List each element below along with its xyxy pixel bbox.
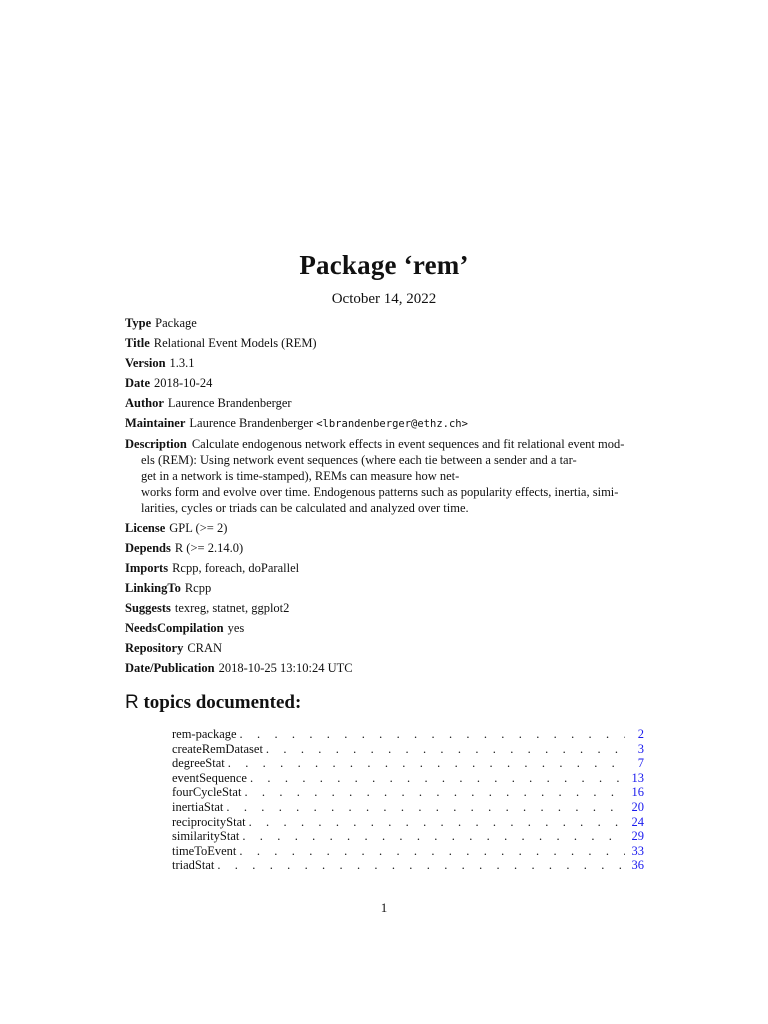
field-value: 1.3.1 <box>169 356 195 370</box>
field-label: Suggests <box>125 601 171 615</box>
toc-page-link[interactable]: 2 <box>637 727 644 741</box>
toc-entry[interactable] <box>172 858 644 873</box>
toc-leader-dots <box>244 785 625 800</box>
field-value: yes <box>227 621 245 635</box>
field-author <box>125 393 645 413</box>
toc-entry[interactable] <box>172 785 644 800</box>
field-license <box>125 518 645 538</box>
field-value: GPL (>= 2) <box>169 521 228 535</box>
field-value: R (>= 2.14.0) <box>174 541 244 555</box>
toc-entry-name: fourCycleStat <box>172 785 242 800</box>
toc-leader-dots <box>266 742 625 757</box>
field-maintainer <box>125 413 645 434</box>
topics-heading-text: topics documented: <box>143 692 302 713</box>
toc-leader-dots <box>217 858 625 873</box>
package-title: Package ‘rem’ <box>299 250 469 280</box>
toc-entry[interactable] <box>172 727 644 742</box>
field-value: Package <box>155 316 197 330</box>
field-type <box>125 313 645 333</box>
toc-leader-dots <box>240 727 625 742</box>
toc-entry[interactable] <box>172 844 644 859</box>
toc-entry-name: rem-package <box>172 727 237 741</box>
toc-leader-dots <box>242 829 625 844</box>
field-value: 2018-10-24 <box>154 376 213 390</box>
toc-entry-name: reciprocityStat <box>172 814 246 829</box>
field-value: Rcpp <box>184 581 212 595</box>
r-logo-letter: R <box>125 692 139 713</box>
toc-entry-name: degreeStat <box>172 756 225 771</box>
toc-page-link[interactable]: 33 <box>631 843 644 858</box>
field-publication <box>125 658 645 678</box>
description-line: works form and evolve over time. Endogenous patterns such as popularity effects, inertia, simi- <box>141 485 619 499</box>
document-date: October 14, 2022 <box>331 291 437 307</box>
toc-entry[interactable] <box>172 815 644 830</box>
field-value: CRAN <box>187 641 223 655</box>
description-line: Calculate endogenous network effects in event sequences and fit relational event mod- <box>191 437 625 451</box>
toc-entry-name: inertiaStat <box>172 799 224 814</box>
field-depends <box>125 538 645 558</box>
toc-leader-dots <box>228 756 625 771</box>
package-fields <box>125 313 645 678</box>
toc-entry[interactable] <box>172 756 644 771</box>
toc-entry-name: createRemDataset <box>172 741 263 756</box>
field-value: Laurence Brandenberger <box>189 416 314 430</box>
field-linkingto <box>125 578 645 598</box>
field-label: Title <box>125 336 150 350</box>
field-repository <box>125 638 645 658</box>
topics-heading <box>125 692 301 714</box>
toc-entry[interactable] <box>172 771 644 786</box>
toc-leader-dots <box>249 815 625 830</box>
field-label: License <box>125 521 166 535</box>
field-version <box>125 353 645 373</box>
description-line: larities, cycles or triads can be calculated and analyzed over time. <box>141 501 469 515</box>
field-value: Rcpp, foreach, doParallel <box>172 561 300 575</box>
field-label: Date <box>125 376 150 390</box>
field-label: LinkingTo <box>125 581 181 595</box>
toc-page-link[interactable]: 13 <box>631 770 644 785</box>
field-value: Relational Event Models (REM) <box>153 336 317 350</box>
field-label: Imports <box>125 561 169 575</box>
toc-page-link[interactable]: 16 <box>631 785 644 800</box>
field-description <box>125 434 645 518</box>
field-label: Type <box>125 316 152 330</box>
toc-leader-dots <box>239 844 625 859</box>
field-label: Date/Publication <box>125 661 215 675</box>
toc-page-link[interactable]: 24 <box>631 814 644 829</box>
toc-page-link[interactable]: 3 <box>637 741 644 756</box>
toc-entry-name: similarityStat <box>172 829 240 844</box>
toc-leader-dots <box>250 771 625 786</box>
toc-page-link[interactable]: 7 <box>637 756 644 771</box>
field-value: Laurence Brandenberger <box>167 396 292 410</box>
toc-entry-name: timeToEvent <box>172 843 237 858</box>
toc-page-link[interactable]: 20 <box>631 799 644 814</box>
field-title <box>125 333 645 353</box>
toc-entry[interactable] <box>172 742 644 757</box>
field-date <box>125 373 645 393</box>
field-suggests <box>125 598 645 618</box>
field-needscompilation <box>125 618 645 638</box>
field-value: texreg, statnet, ggplot2 <box>174 601 290 615</box>
page-number: 1 <box>380 900 388 915</box>
field-label: Repository <box>125 641 184 655</box>
field-imports <box>125 558 645 578</box>
toc-page-link[interactable]: 29 <box>631 829 644 844</box>
field-label: Maintainer <box>125 416 186 430</box>
field-label: NeedsCompilation <box>125 621 224 635</box>
table-of-contents <box>172 727 644 873</box>
toc-page-link[interactable]: 36 <box>631 858 644 873</box>
toc-entry-name: triadStat <box>172 858 215 873</box>
field-label: Description <box>125 437 187 451</box>
field-label: Version <box>125 356 166 370</box>
field-label: Depends <box>125 541 171 555</box>
toc-entry[interactable] <box>172 829 644 844</box>
field-label: Author <box>125 396 164 410</box>
toc-entry-name: eventSequence <box>172 770 247 785</box>
maintainer-email: <lbrandenberger@ethz.ch> <box>316 418 468 430</box>
description-line: get in a network is time-stamped), REMs can measure how net- <box>141 469 460 483</box>
toc-entry[interactable] <box>172 800 644 815</box>
toc-leader-dots <box>226 800 625 815</box>
field-value: 2018-10-25 13:10:24 UTC <box>218 661 353 675</box>
description-line: els (REM): Using network event sequences (where each tie between a sender and a tar- <box>141 453 577 467</box>
